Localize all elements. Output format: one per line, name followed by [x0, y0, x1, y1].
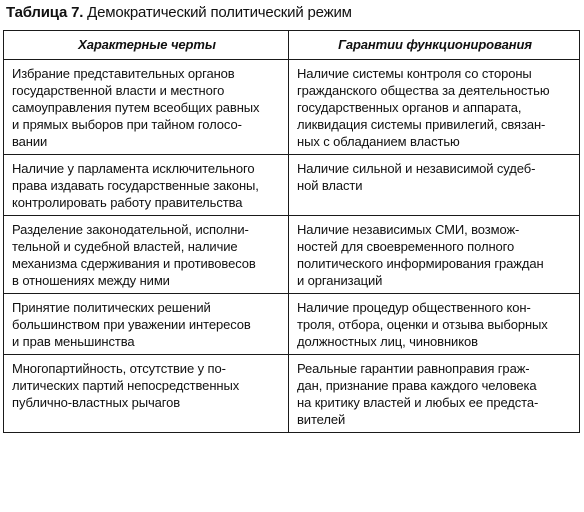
- caption-title: Демократический политический режим: [87, 4, 352, 21]
- cell-text-line: самоуправления путем всеобщих равных: [12, 100, 260, 115]
- cell-text-line: и прямых выборов при тайном голосо-: [12, 117, 242, 132]
- cell-text-line: троля, отбора, оценки и отзыва выборных: [297, 317, 548, 332]
- cell-text-line: дан, признание права каждого человека: [297, 378, 537, 393]
- feature-cell: [4, 294, 289, 355]
- cell-text-line: большинством при уважении интересов: [12, 317, 251, 332]
- guarantee-cell: [289, 355, 580, 433]
- table-row: [4, 155, 580, 216]
- guarantee-cell: [289, 60, 580, 155]
- table-row: [4, 355, 580, 433]
- cell-text-line: Наличие у парламента исключительного: [12, 161, 255, 176]
- cell-text-line: ных с обладанием властью: [297, 134, 460, 149]
- table-row: [4, 216, 580, 294]
- cell-text-line: Наличие сильной и независимой судеб-: [297, 161, 536, 176]
- feature-cell: [4, 155, 289, 216]
- cell-text-line: Принятие политических решений: [12, 300, 211, 315]
- cell-text-line: ностей для своевременного полного: [297, 239, 515, 254]
- guarantee-cell: [289, 155, 580, 216]
- cell-text-line: в отношениях между ними: [12, 273, 170, 288]
- cell-text-line: Наличие системы контроля со стороны: [297, 66, 532, 81]
- cell-text-line: права издавать государственные законы,: [12, 178, 259, 193]
- cell-text-line: ликвидация системы привилегий, связан-: [297, 117, 546, 132]
- cell-text-line: Многопартийность, отсутствие у по-: [12, 361, 226, 376]
- table-row: [4, 60, 580, 155]
- guarantee-cell: [289, 216, 580, 294]
- caption-label: Таблица 7.: [6, 4, 84, 21]
- cell-text-line: политического информирования граждан: [297, 256, 544, 271]
- cell-text-line: государственной власти и местного: [12, 83, 225, 98]
- column-header-guarantees: Гарантии функционирования: [289, 31, 580, 60]
- cell-text-line: вителей: [297, 412, 346, 427]
- table-header-row: [4, 31, 580, 60]
- cell-text-line: вании: [12, 134, 48, 149]
- cell-text-line: тельной и судебной властей, наличие: [12, 239, 238, 254]
- feature-cell: [4, 355, 289, 433]
- cell-text-line: Избрание представительных органов: [12, 66, 235, 81]
- cell-text-line: ной власти: [297, 178, 363, 193]
- table-row: [4, 294, 580, 355]
- guarantee-cell: [289, 294, 580, 355]
- feature-cell: [4, 60, 289, 155]
- cell-text-line: государственных органов и аппарата,: [297, 100, 522, 115]
- cell-text-line: и организаций: [297, 273, 383, 288]
- cell-text-line: механизма сдерживания и противовесов: [12, 256, 256, 271]
- cell-text-line: гражданского общества за деятельностью: [297, 83, 550, 98]
- cell-text-line: Разделение законодательной, исполни-: [12, 222, 249, 237]
- column-header-features: Характерные черты: [4, 31, 289, 60]
- cell-text-line: Реальные гарантии равноправия граж-: [297, 361, 530, 376]
- feature-cell: [4, 216, 289, 294]
- table-body: [4, 60, 580, 433]
- cell-text-line: Наличие процедур общественного кон-: [297, 300, 531, 315]
- regime-table: [3, 30, 580, 433]
- cell-text-line: контролировать работу правительства: [12, 195, 243, 210]
- cell-text-line: литических партий непосредственных: [12, 378, 240, 393]
- cell-text-line: и прав меньшинства: [12, 334, 135, 349]
- cell-text-line: Наличие независимых СМИ, возмож-: [297, 222, 520, 237]
- cell-text-line: публично-властных рычагов: [12, 395, 181, 410]
- table-caption: [6, 4, 352, 22]
- cell-text-line: должностных лиц, чиновников: [297, 334, 478, 349]
- cell-text-line: на критику властей и любых ее предста-: [297, 395, 539, 410]
